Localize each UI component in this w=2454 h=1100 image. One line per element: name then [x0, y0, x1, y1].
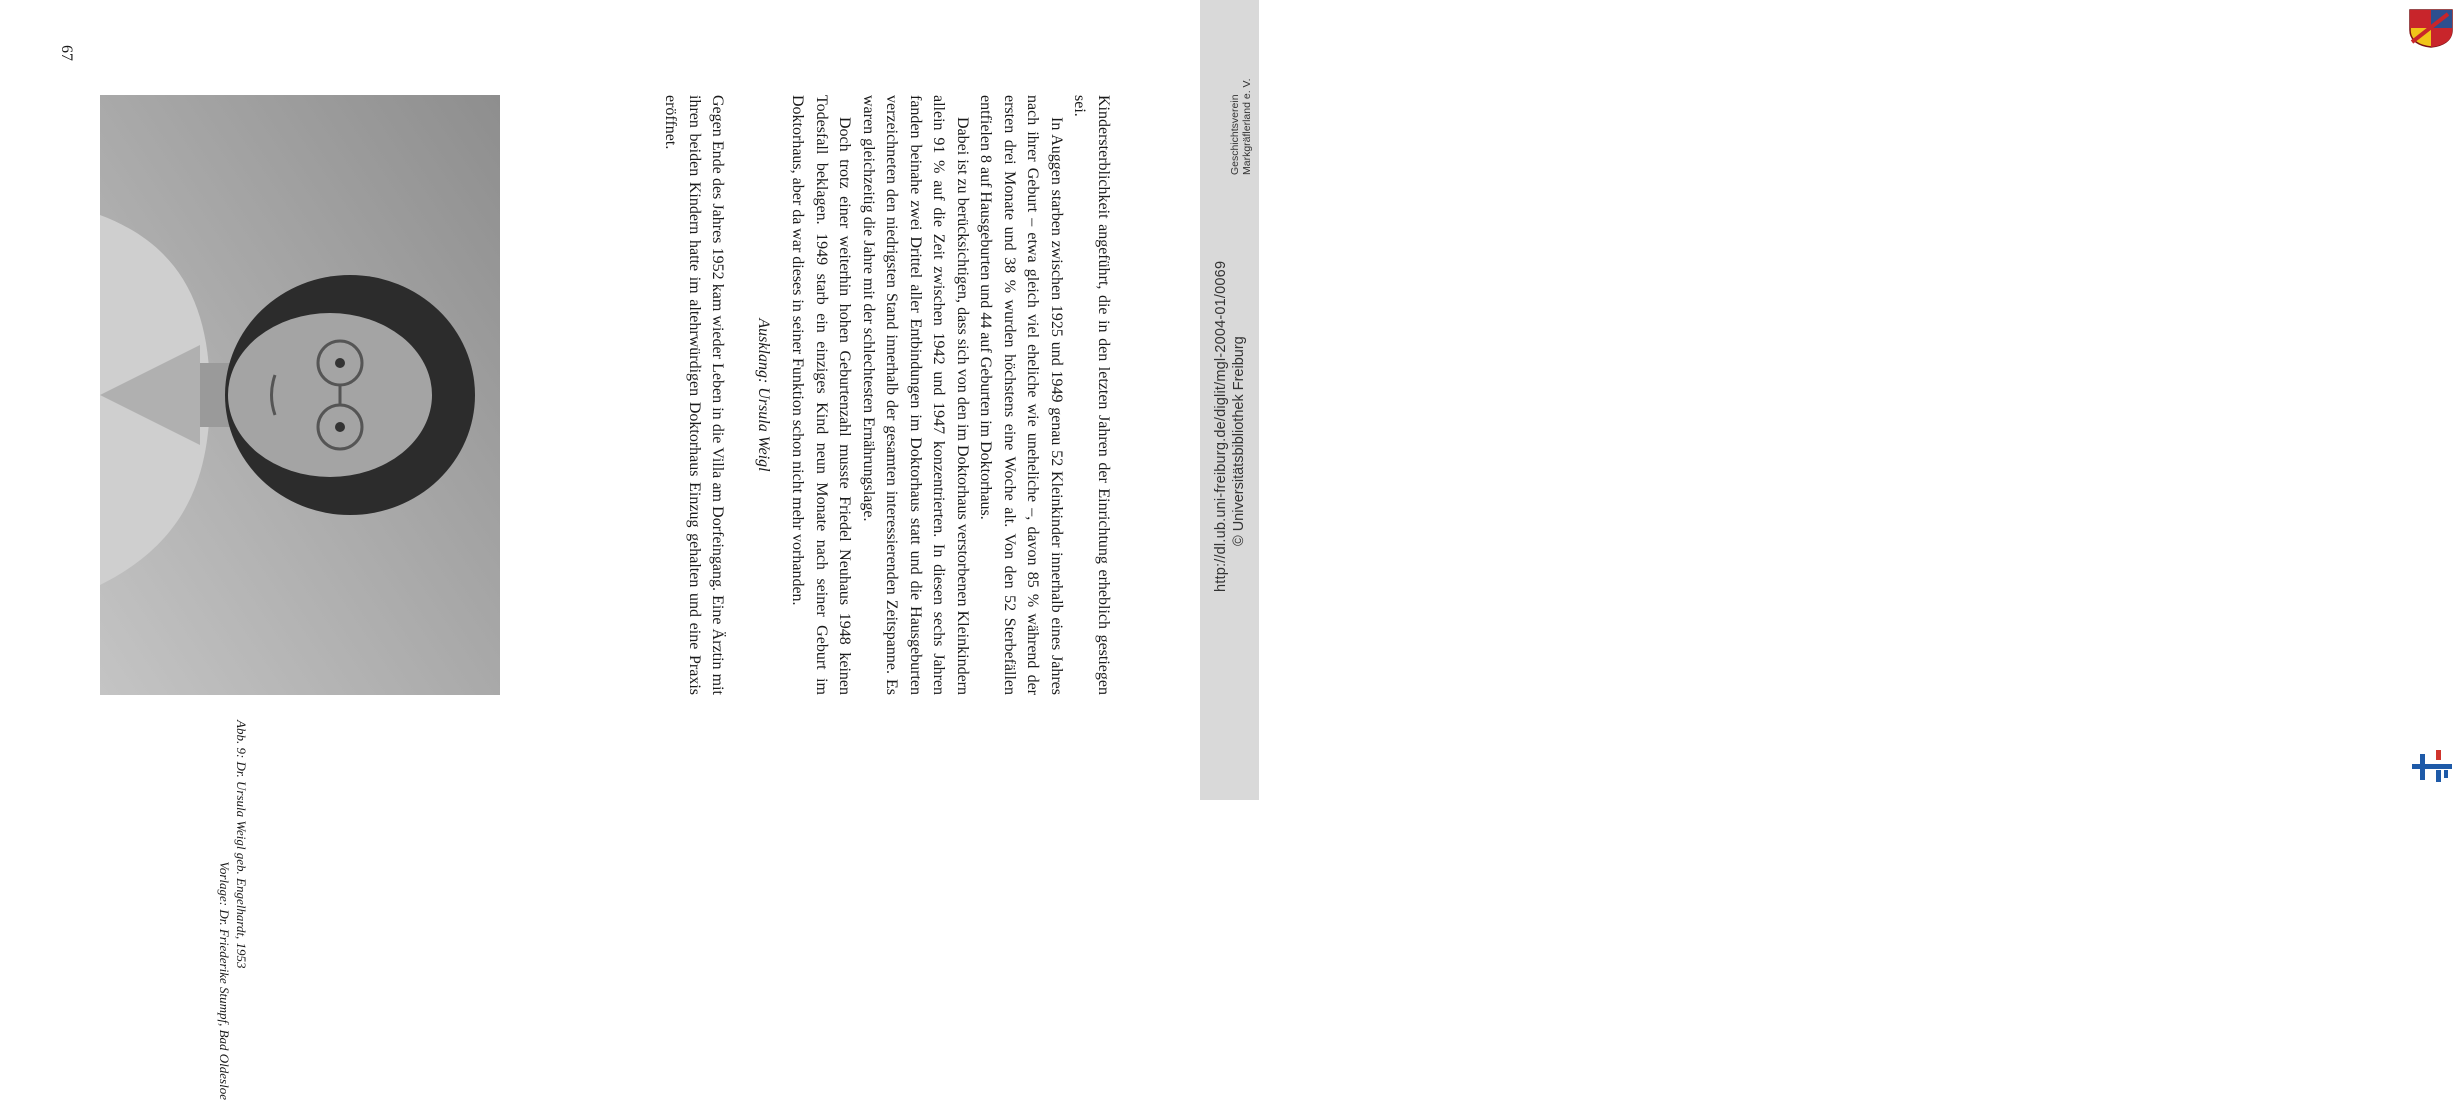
body-text — [659, 95, 1115, 695]
page-number: 67 — [58, 45, 75, 61]
document-url[interactable]: http://dl.ub.uni-freiburg.de/diglit/mgl-2004-01/0069 — [1213, 260, 1229, 592]
paragraph-3: Dabei ist zu berücksichtigen, dass sich von den im Doktorhaus verstorbenen Kleinkindern allein 91 % auf die Zeit zwischen 1942 und 1947 konzentrierten. In diesen sechs Jahren fanden beinahe zwei Drittel aller Entbindungen im Doktorhaus statt und die Hausgeburten verzeichneten den niedrigsten Stand innerhalb der gesamten interessierenden Zeitspanne. Es waren gleichzeitig die Jahre mit der schlechtesten Ernährungslage. — [860, 95, 971, 695]
coat-of-arms-icon — [2408, 8, 2454, 48]
paragraph-2: In Auggen starben zwischen 1925 und 1949 genau 52 Kleinkinder innerhalb eines Jahres nach ihrer Geburt – etwa gleich viel eheliche wie uneheliche –, davon 85 % während der ersten drei Monate und 38 % wurden höchstens eine Woche alt. Von den 52 Sterbefällen entfielen 8 auf Hausgeburten und 44 auf Geburten im Doktorhaus. — [977, 95, 1065, 695]
ub-freiburg-logo-icon — [2410, 748, 2454, 784]
caption-source: Vorlage: Dr. Friederike Stumpf, Bad Oldesloe — [217, 861, 232, 1100]
portrait-photo — [100, 95, 500, 695]
paragraph-4: Doch trotz einer weiterhin hohen Geburtenzahl musste Friedel Neuhaus 1948 keinen Todesfall beklagen. 1949 starb ein einziges Kind neun Monate nach seiner Geburt im Doktorhaus, aber da war dieses in seiner Funktion schon nicht mehr vorhanden. — [789, 95, 854, 695]
portrait-image — [100, 95, 500, 695]
document-page — [0, 0, 1200, 1100]
verein-line-2: Markgräflerland e. V. — [1241, 78, 1253, 175]
caption-title: Abb. 9: Dr. Ursula Weigl geb. Engelhardt, 1953 — [234, 720, 249, 969]
verein-label — [1229, 79, 1253, 176]
paragraph-5: Gegen Ende des Jahres 1952 kam wieder Leben in die Villa am Dorfeingang. Eine Ärztin mit ihren beiden Kindern hatte im altehrwürdigen Doktorhaus Einzug gehalten und eine Praxis eröffnet. — [662, 95, 727, 695]
figure-caption — [216, 720, 250, 1100]
copyright-notice: © Universitätsbibliothek Freiburg — [1231, 336, 1247, 546]
verein-line-1: Geschichtsverein — [1229, 94, 1241, 175]
section-heading: Ausklang: Ursula Weigl — [755, 318, 772, 472]
paragraph-1: Kindersterblichkeit angeführt, die in den letzten Jahren der Einrichtung erheblich gestiegen sei. — [1071, 95, 1112, 695]
rotated-page-content — [58, 45, 1115, 1100]
